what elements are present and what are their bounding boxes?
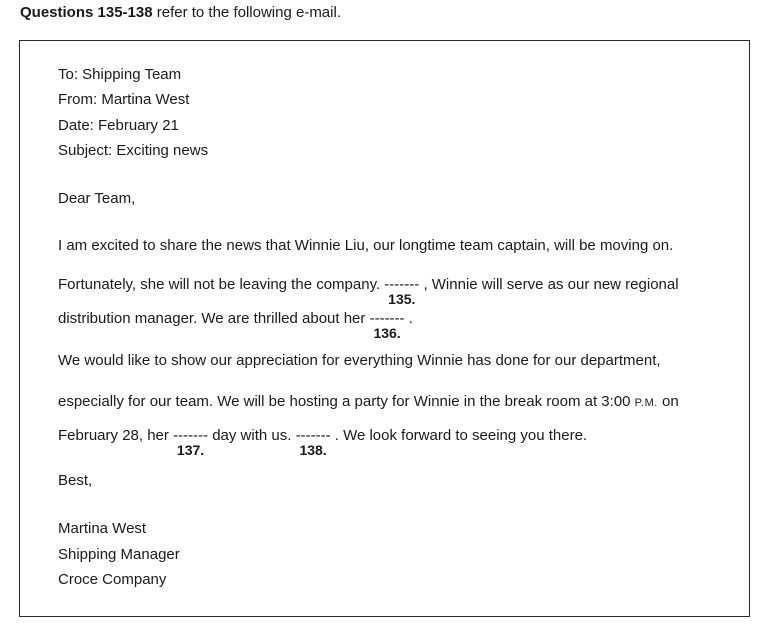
text-segment: . [408,310,413,327]
text-segment: February 28, her [58,427,169,444]
text-segment: Fortunately, she will not be leaving the company. [58,276,381,293]
signature-name: Martina West [58,520,147,537]
blank-dashes: ------- [173,427,209,444]
paragraph-1-line-1: I am excited to share the news that Winnie Liu, our longtime team captain, will be moving on. [58,237,674,254]
paragraph-1-line-2 [58,276,679,307]
blank-dashes: ------- [384,276,420,293]
email-to: To: Shipping Team [58,66,182,83]
text-segment: . We look forward to seeing you there. [334,427,588,444]
paragraph-2-line-2 [58,393,679,412]
email-from: From: Martina West [58,91,190,108]
blank-dashes: ------- [295,427,331,444]
blank-number-136: 136. [373,325,401,341]
text-segment: , Winnie will serve as our new regional [423,276,679,293]
blank-number-137: 137. [176,442,205,458]
email-closing: Best, [58,472,93,489]
text-segment: day with us. [212,427,292,444]
email-box [19,40,750,617]
question-instruction: refer to the following e-mail. [156,4,341,21]
blank-138 [295,427,331,458]
email-greeting: Dear Team, [58,190,136,207]
blank-number-138: 138. [299,442,327,458]
pm-abbreviation: P.M. [634,397,658,409]
blank-number-135: 135. [388,291,416,307]
text-segment: especially for our team. We will be hosting a party for Winnie in the break room at 3:00 [58,393,631,410]
question-header [20,4,341,22]
blank-137 [173,427,209,458]
blank-135 [384,276,420,307]
email-date: Date: February 21 [58,117,179,134]
paragraph-1-line-3 [58,310,413,341]
question-range: Questions 135-138 [20,4,153,21]
signature-title: Shipping Manager [58,546,180,563]
text-segment: on [662,393,679,410]
paragraph-2-line-3 [58,427,588,458]
text-segment: distribution manager. We are thrilled about her [58,310,366,327]
signature-company: Croce Company [58,571,167,588]
blank-dashes: ------- [369,310,405,327]
email-subject: Subject: Exciting news [58,142,209,159]
paragraph-2-line-1: We would like to show our appreciation for everything Winnie has done for our department, [58,352,661,369]
blank-136 [369,310,405,341]
